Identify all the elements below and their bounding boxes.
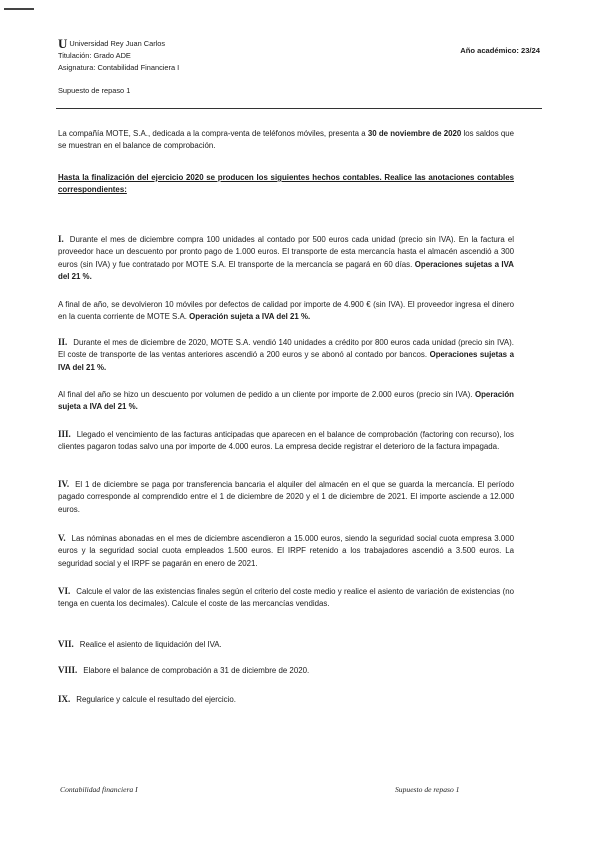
academic-year: Año académico: 23/24 [460,46,540,55]
item-number: VIII. [58,665,78,675]
item-tax-note: Operaciones sujetas a IVA del 21 %. [58,259,515,282]
item-9 [58,693,514,706]
item-8 [58,664,514,677]
item-6 [58,585,514,611]
item-text: Llegado el vencimiento de las facturas anticipadas que aparecen en el balance de comprobación (factoring con recurso), los clientes pagaron todas salvo una por importe de 4.000 euros. La empresa decide registrar el deterioro de la factura impagada. [58,430,514,452]
document-header [58,38,540,97]
scan-mark [4,8,34,10]
subject-line: Asignatura: Contabilidad Financiera I [58,63,180,73]
item-number: I. [58,234,64,244]
item-1 [58,233,514,284]
degree-line: Titulación: Grado ADE [58,51,131,61]
intro-paragraph [58,128,514,153]
item-number: V. [58,533,66,543]
university-logo: U [58,36,68,52]
item-text: Al final del año se hizo un descuento por volumen de pedido a un cliente por importe de 2.000 euros (precio sin IVA). [58,390,475,399]
item-text: Durante el mes de diciembre de 2020, MOTE S.A. vendió 140 unidades a crédito por 800 euros cada unidad (precio sin IVA). El coste de transporte de las ventas anteriores ascendió a 200 euros y se abonó al contado por bancos. [58,338,514,360]
item-tax-note: Operaciones sujetas a IVA del 21 %. [58,350,514,372]
item-2-continued [58,389,514,414]
footer-subject: Contabilidad financiera I [60,785,138,794]
item-text: Calcule el valor de las existencias finales según el criterio del coste medio y realice el asiento de variación de existencias (no tenga en cuenta los decimales). Calcule el coste de las mercancías vendidas. [58,587,514,609]
item-2 [58,336,514,374]
item-5 [58,532,514,570]
item-tax-note: Operación sujeta a IVA del 21 %. [58,390,514,412]
item-number: VII. [58,639,74,649]
item-text: A final de año, se devolvieron 10 móviles por defectos de calidad por importe de 4.900 € (sin IVA). El proveedor ingresa el dinero en la cuenta corriente de MOTE S.A. [58,300,514,322]
item-text: Realice el asiento de liquidación del IVA. [79,640,222,649]
item-7 [58,638,514,651]
instructions-heading: Hasta la finalización del ejercicio 2020 se producen los siguientes hechos contables. Realice las anotaciones contables correspondientes: [58,173,514,195]
item-text: Durante el mes de diciembre compra 100 unidades al contado por 500 euros cada unidad (precio sin IVA). En la factura el proveedor hace un descuento por pronto pago de 1.000 euros. El transporte de esta mercancía hasta el almacén ascendió a 300 euros (sin IVA) y fue contratado por MOTE S.A. El transporte de la mercancía se pagará en 60 días. [58,235,514,269]
intro-date: 30 de noviembre de 2020 [367,129,462,138]
intro-text-1: La compañía MOTE, S.A., dedicada a la compra-venta de teléfonos móviles, presenta a [58,129,368,138]
item-number: IV. [58,479,70,489]
item-number: VI. [58,586,71,596]
item-number: IX. [58,694,71,704]
item-number: II. [58,337,68,347]
item-4 [58,478,514,516]
item-text: Las nóminas abonadas en el mes de diciembre ascendieron a 15.000 euros, siendo la seguridad social cuota empresa 3.000 euros y la seguridad social cuota empleados 1.500 euros. El IRPF retenido a los trabajadores ascendió a 3.500 euros. La seguridad social y el IRPF se pagarán en enero de 2021. [58,534,514,568]
header-divider [56,108,542,109]
footer-exercise: Supuesto de repaso 1 [395,785,460,794]
university-name: Universidad Rey Juan Carlos [69,39,166,48]
item-1-continued [58,299,514,324]
item-number: III. [58,429,71,439]
item-text: El 1 de diciembre se paga por transferencia bancaria el alquiler del almacén en el que se guarda la mercancía. El período pagado corresponde al comprendido entre el 1 de diciembre de 2020 y el 1 de diciembre de 2021. El importe asciende a 12.000 euros. [58,480,514,514]
item-tax-note: Operación sujeta a IVA del 21 %. [189,312,311,322]
intro-text-2: los saldos que se muestran en el balance de comprobación. [58,129,515,151]
exercise-title: Supuesto de repaso 1 [58,85,131,95]
item-text: Regularice y calcule el resultado del ejercicio. [76,695,236,704]
item-text: Elabore el balance de comprobación a 31 de diciembre de 2020. [83,666,310,675]
item-3 [58,428,514,454]
